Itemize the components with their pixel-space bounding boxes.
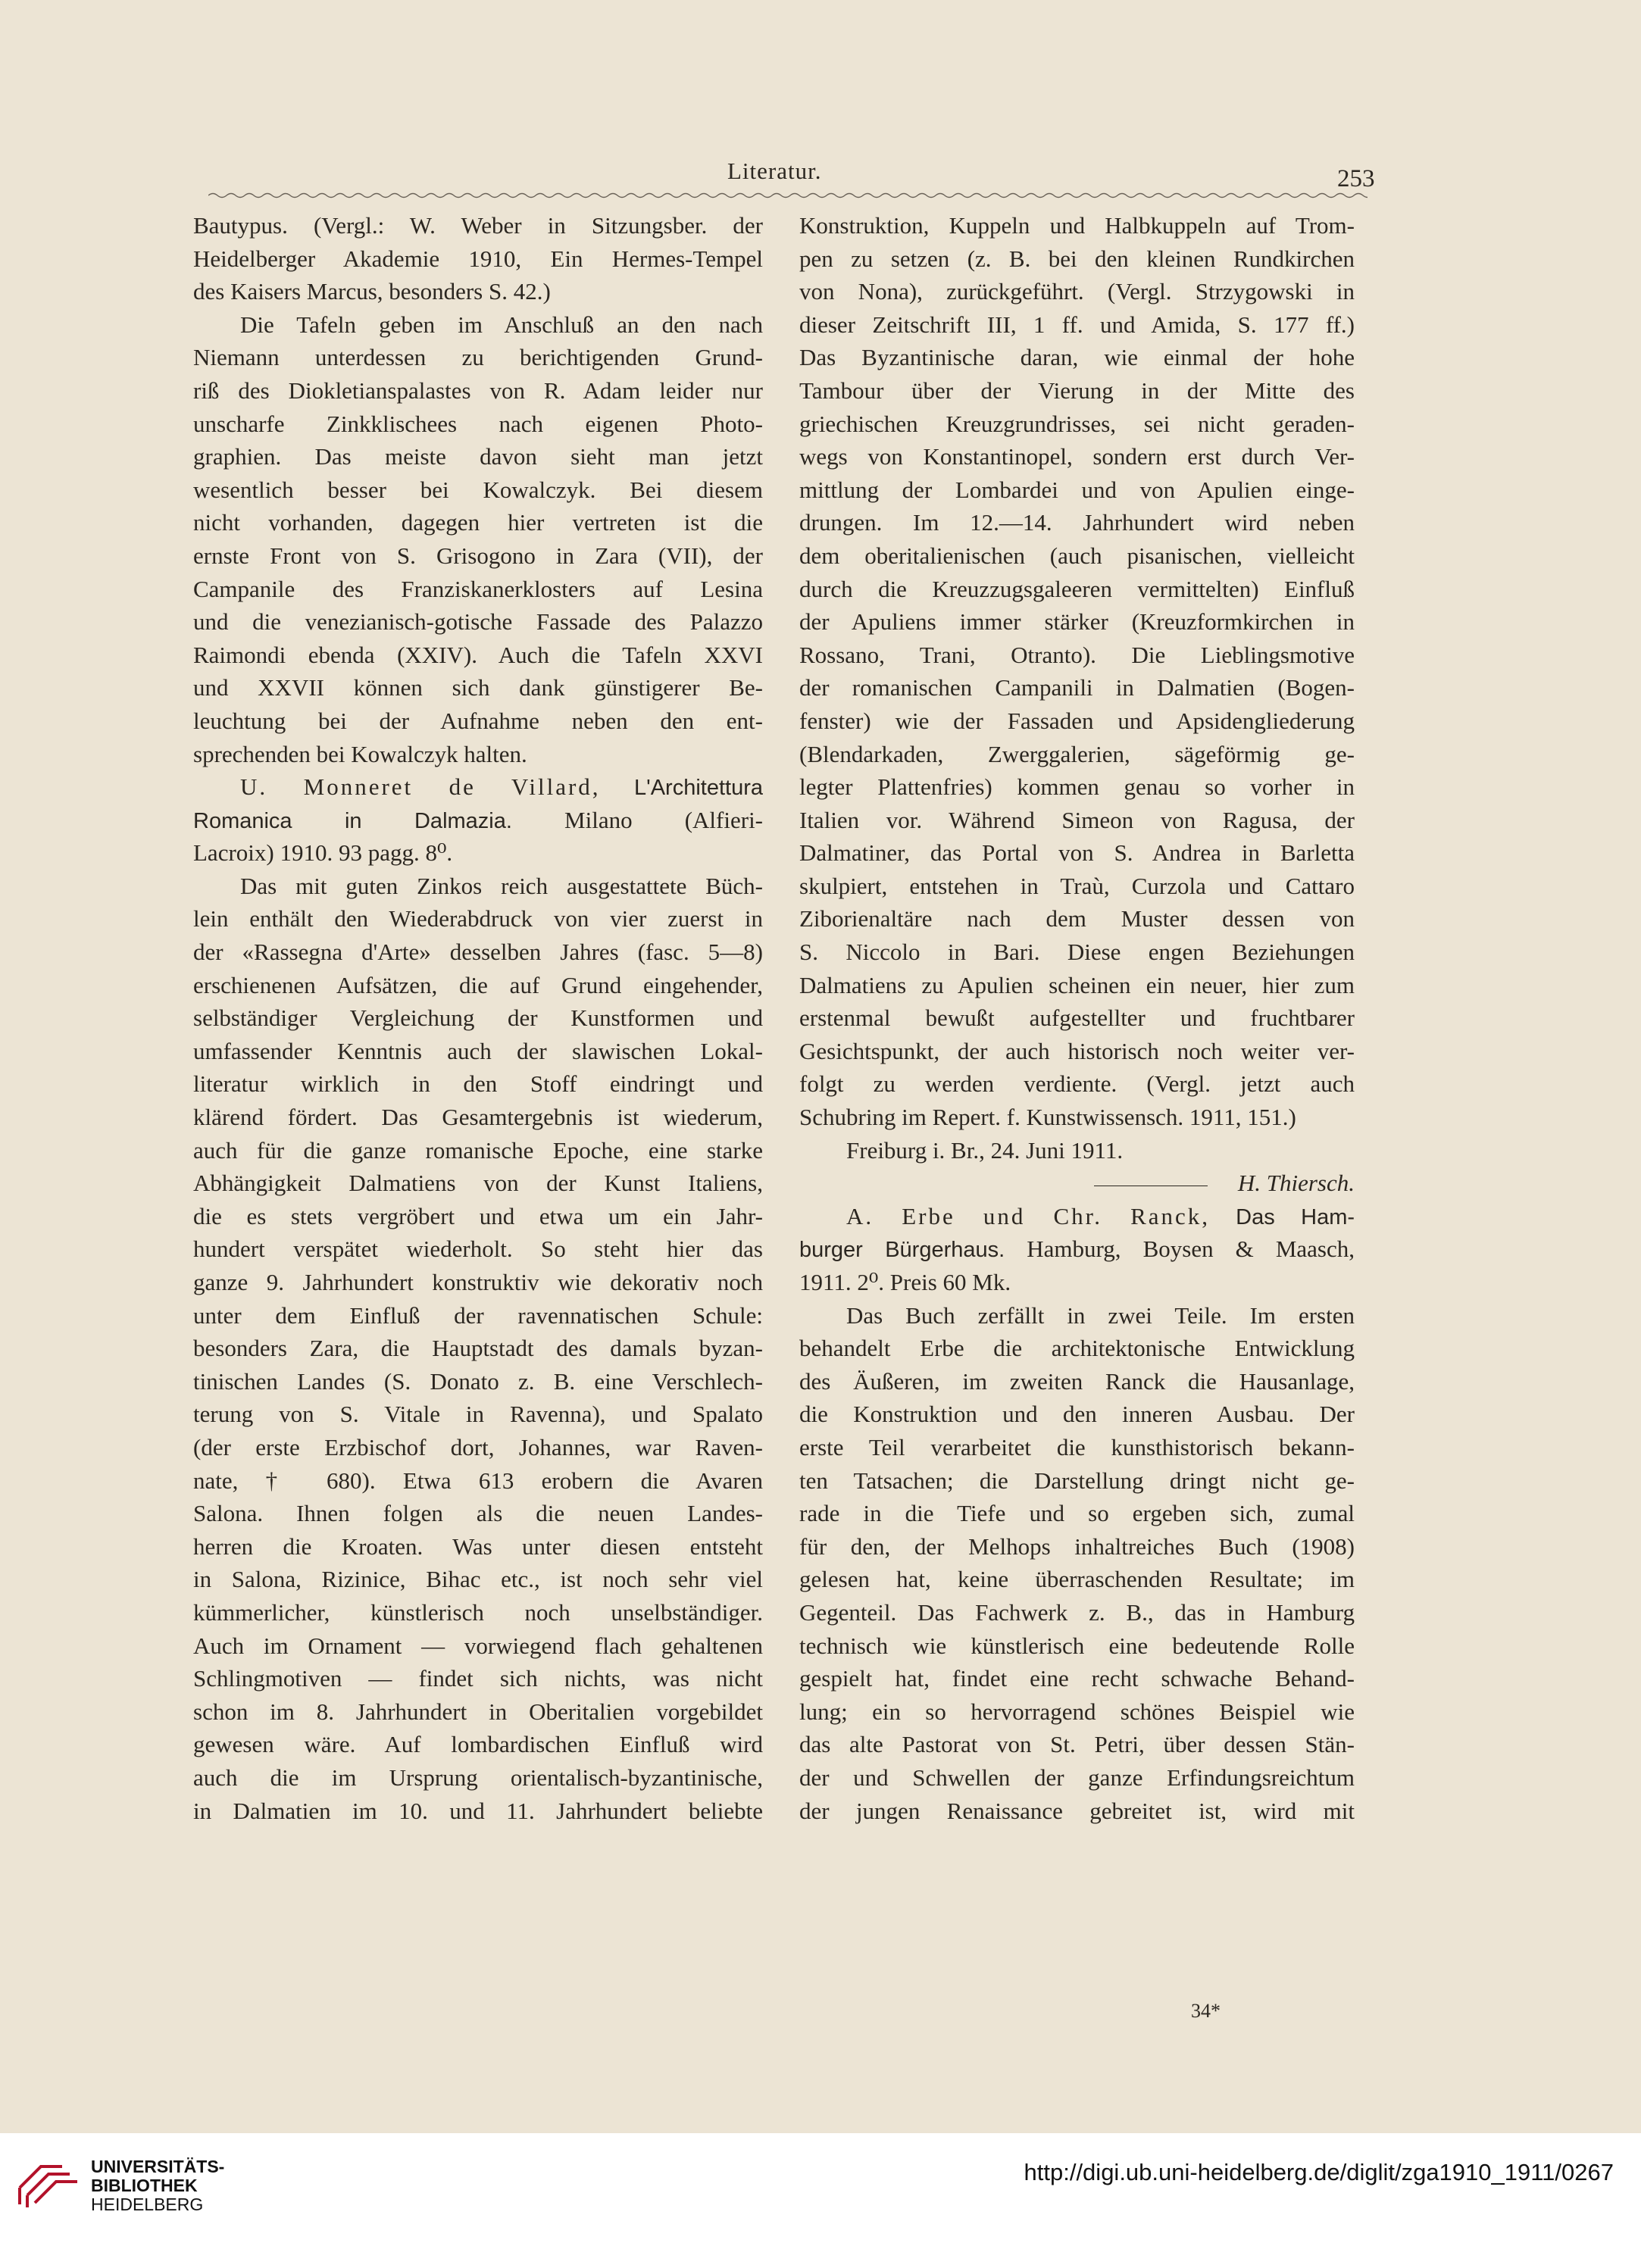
text-line: sprechenden bei Kowalczyk halten. xyxy=(193,740,527,767)
book-title-monneret-1: L'Architettura xyxy=(634,776,763,801)
text-line: ganze 9. Jahrhundert konstruktiv wie dekorativ noch xyxy=(193,1269,763,1295)
text-line: Gegenteil. Das Fachwerk z. B., das in Hamburg xyxy=(799,1598,1355,1626)
book-title-erbe-2: burger Bürgerhaus. xyxy=(799,1238,1005,1263)
text-line: Die Tafeln geben im Anschluß an den nach xyxy=(240,311,763,338)
text-line: erschienenen Aufsätzen, die auf Grund eingehender, xyxy=(193,971,763,998)
library-footer-bar xyxy=(0,2133,1641,2268)
text-line: Tambour über der Vierung in der Mitte des xyxy=(799,376,1355,404)
review-heading-erbe-cont xyxy=(799,1232,1355,1266)
library-name xyxy=(91,2157,224,2214)
author-monneret: U. Monneret de Villard, xyxy=(240,773,601,801)
text-line: des Kaisers Marcus, besonders S. 42.) xyxy=(193,278,551,305)
book-title-monneret-2: Romanica in Dalmazia. xyxy=(193,808,512,833)
text-line: riß des Diokletianspalastes von R. Adam leider nur xyxy=(193,376,763,404)
text-line: Raimondi ebenda (XXIV). Auch die Tafeln XXVI xyxy=(193,641,763,668)
text-line: der Apuliens immer stärker (Kreuzformkirchen in xyxy=(799,608,1355,636)
text-line: folgt zu werden verdiente. (Vergl. jetzt auch xyxy=(799,1070,1355,1098)
text-line: durch die Kreuzzugsgaleeren vermittelten) Einfluß xyxy=(799,575,1355,602)
text-line: lung; ein so hervorragend schönes Beispiel wie xyxy=(799,1698,1355,1725)
reviewer-name: H. Thiersch. xyxy=(1237,1170,1355,1197)
text-line: auch für die ganze romanische Epoche, eine starke xyxy=(193,1136,763,1164)
text-line: (Blendarkaden, Zwerggalerien, sägeförmig ge- xyxy=(799,740,1355,767)
text-line: Schlingmotiven — findet sich nichts, was nicht xyxy=(193,1665,763,1692)
text-line: pen zu setzen (z. B. bei den kleinen Rundkirchen xyxy=(799,245,1355,272)
book-title-erbe-1: Das Ham- xyxy=(1236,1204,1355,1229)
sheet-signature-mark: 34* xyxy=(1191,2000,1221,2022)
text-line: leuchtung bei der Aufnahme neben den ent- xyxy=(193,707,763,734)
text-line: Lacroix) 1910. 93 pagg. 8⁰. xyxy=(193,839,453,867)
text-line: nicht vorhanden, dagegen hier vertreten ist die xyxy=(193,509,763,536)
text-line: die es stets vergröbert und etwa um ein Jahr- xyxy=(193,1202,763,1229)
text-line: gespielt hat, findet eine recht schwache Behand- xyxy=(799,1665,1355,1692)
text-line: Rossano, Trani, Otranto). Die Lieblingsmotive xyxy=(799,641,1355,668)
text-line: gelesen hat, keine überraschenden Resultate; im xyxy=(799,1566,1355,1593)
reviewer-signature-line xyxy=(799,1167,1355,1200)
text-line: (der erste Erzbischof dort, Johannes, war Raven- xyxy=(193,1433,763,1460)
text-line: von Nona), zurückgeführt. (Vergl. Strzygowski in xyxy=(799,278,1355,305)
text-line: kümmerlicher, künstlerisch noch unselbständiger. xyxy=(193,1598,763,1626)
right-column xyxy=(799,209,1355,1827)
text-line: Heidelberger Akademie 1910, Ein Hermes-Tempel xyxy=(193,245,763,272)
text-line: der romanischen Campanili in Dalmatien (Bogen- xyxy=(799,674,1355,701)
text-line: umfassender Kenntnis auch der slawischen Lokal- xyxy=(193,1037,763,1064)
text-line: Dalmatiens zu Apulien scheinen ein neuer, hier zum xyxy=(799,971,1355,998)
text-line: für den, der Melhops inhaltreiches Buch (1908) xyxy=(799,1532,1355,1560)
text-line: Ziborienaltäre nach dem Muster dessen von xyxy=(799,905,1355,933)
review-heading-monneret xyxy=(193,770,763,804)
text-line: tinischen Landes (S. Donato z. B. eine Verschlech- xyxy=(193,1367,763,1395)
text-line: S. Niccolo in Bari. Diese engen Beziehungen xyxy=(799,939,1355,966)
text-line: Italien vor. Während Simeon von Ragusa, der xyxy=(799,806,1355,833)
text-line: Das Buch zerfällt in zwei Teile. Im ersten xyxy=(846,1301,1355,1329)
library-logo-icon xyxy=(14,2150,82,2210)
text-line: terung von S. Vitale in Ravenna), und Spalato xyxy=(193,1401,763,1428)
text-line: besonders Zara, die Hauptstadt des damals byzan- xyxy=(193,1335,763,1362)
review-heading-erbe xyxy=(799,1200,1355,1233)
text-line: in Dalmatien im 10. und 11. Jahrhundert beliebte xyxy=(193,1797,763,1824)
text-line: mittlung der Lombardei und von Apulien einge- xyxy=(799,476,1355,503)
text-line: und die venezianisch-gotische Fassade des Palazzo xyxy=(193,608,763,636)
left-column xyxy=(193,209,763,1827)
text-line: der «Rassegna d'Arte» desselben Jahres (fasc. 5—8) xyxy=(193,939,763,966)
text-line: gewesen wäre. Auf lombardischen Einfluß wird xyxy=(193,1731,763,1758)
text-line: und XXVII können sich dank günstigerer Be- xyxy=(193,674,763,701)
text-line: Campanile des Franziskanerklosters auf Lesina xyxy=(193,575,763,602)
dateline: Freiburg i. Br., 24. Juni 1911. xyxy=(846,1136,1124,1164)
text-line: skulpiert, entstehen in Traù, Curzola und Cattaro xyxy=(799,872,1355,899)
text-line: schon im 8. Jahrhundert in Oberitalien vorgebildet xyxy=(193,1698,763,1725)
author-erbe: A. Erbe und Chr. Ranck, xyxy=(846,1202,1211,1229)
text-line: unscharfe Zinkklischees nach eigenen Photo- xyxy=(193,410,763,437)
text-line: technisch wie künstlerisch eine bedeutende Rolle xyxy=(799,1632,1355,1659)
text-line: in Salona, Rizinice, Bihac etc., ist noch sehr viel xyxy=(193,1566,763,1593)
text-line: lein enthält den Wiederabdruck von vier zuerst in xyxy=(193,905,763,933)
text-line: erstenmal bewußt aufgestellter und fruchtbarer xyxy=(799,1004,1355,1032)
text-line: auch die im Ursprung orientalisch-byzantinische, xyxy=(193,1763,763,1791)
text-line: Schubring im Repert. f. Kunstwissensch. 1911, 151.) xyxy=(799,1104,1296,1131)
text-line: 1911. 2⁰. Preis 60 Mk. xyxy=(799,1269,1011,1295)
text-line: Das Byzantinische daran, wie einmal der hohe xyxy=(799,344,1355,371)
text-line: Niemann unterdessen zu berichtigenden Grund- xyxy=(193,344,763,371)
text-line: ten Tatsachen; die Darstellung dringt nicht ge- xyxy=(799,1467,1355,1494)
text-line: der jungen Renaissance gebreitet ist, wird mit xyxy=(799,1797,1355,1824)
text-line: fenster) wie der Fassaden und Apsidengliederung xyxy=(799,707,1355,734)
text-line: selbständiger Vergleichung der Kunstformen und xyxy=(193,1004,763,1032)
running-title: Literatur. xyxy=(727,158,822,184)
text-line: griechischen Kreuzgrundrisses, sei nicht geraden- xyxy=(799,410,1355,437)
text-line: der und Schwellen der ganze Erfindungsreichtum xyxy=(799,1763,1355,1791)
text-line: Das mit guten Zinkos reich ausgestattete Büch- xyxy=(240,872,763,899)
text-line: rade in die Tiefe und so ergeben sich, zumal xyxy=(799,1500,1355,1527)
publisher-erbe: Hamburg, Boysen & Maasch, xyxy=(1027,1236,1355,1263)
text-line: dieser Zeitschrift III, 1 ff. und Amida, S. 177 ff.) xyxy=(799,311,1355,338)
text-line: nate, † 680). Etwa 613 erobern die Avaren xyxy=(193,1467,763,1494)
text-line: des Äußeren, im zweiten Ranck die Hausanlage, xyxy=(799,1367,1355,1395)
text-line: legter Plattenfries) kommen genau so vorher in xyxy=(799,773,1355,801)
text-line: wesentlich besser bei Kowalczyk. Bei diesem xyxy=(193,476,763,503)
text-line: Salona. Ihnen folgen als die neuen Landes- xyxy=(193,1500,763,1527)
text-line: ernste Front von S. Grisogono in Zara (VII), der xyxy=(193,542,763,569)
text-line: klärend fördert. Das Gesamtergebnis ist wiederum, xyxy=(193,1104,763,1131)
text-line: Auch im Ornament — vorwiegend flach gehaltenen xyxy=(193,1632,763,1659)
text-line: literatur wirklich in den Stoff eindringt und xyxy=(193,1070,763,1098)
text-line: erste Teil verarbeitet die kunsthistorisch bekann- xyxy=(799,1433,1355,1460)
permalink-url[interactable]: http://digi.ub.uni-heidelberg.de/diglit/zga1910_1911/0267 xyxy=(1024,2159,1614,2185)
text-line: Konstruktion, Kuppeln und Halbkuppeln auf Trom- xyxy=(799,212,1355,239)
text-line: Gesichtspunkt, der auch historisch noch weiter ver- xyxy=(799,1037,1355,1064)
page-number: 253 xyxy=(1337,165,1375,192)
text-line: die Konstruktion und den inneren Ausbau. Der xyxy=(799,1401,1355,1428)
text-line: graphien. Das meiste davon sieht man jetzt xyxy=(193,443,763,470)
text-line: das alte Pastorat von St. Petri, über dessen Stän- xyxy=(799,1731,1355,1758)
library-name-line: UNIVERSITÄTS- xyxy=(91,2157,225,2176)
text-line: drungen. Im 12.—14. Jahrhundert wird neben xyxy=(799,509,1355,536)
text-line: behandelt Erbe die architektonische Entwicklung xyxy=(799,1335,1355,1362)
text-line: wegs von Konstantinopel, sondern erst durch Ver- xyxy=(799,443,1355,470)
library-name-line: HEIDELBERG xyxy=(91,2195,204,2214)
text-line: Bautypus. (Vergl.: W. Weber in Sitzungsber. der xyxy=(193,212,763,239)
header-wavy-rule xyxy=(208,189,1368,201)
text-line: herren die Kroaten. Was unter diesen entsteht xyxy=(193,1532,763,1560)
text-line: hundert verspätet wiederholt. So steht hier das xyxy=(193,1236,763,1263)
text-line: unter dem Einfluß der ravennatischen Schule: xyxy=(193,1301,763,1329)
review-heading-monneret-cont xyxy=(193,804,763,837)
text-line: Dalmatiner, das Portal von S. Andrea in Barletta xyxy=(799,839,1355,867)
library-name-line: BIBLIOTHEK xyxy=(91,2176,198,2195)
text-line: Abhängigkeit Dalmatiens von der Kunst Italiens, xyxy=(193,1170,763,1197)
text-line: dem oberitalienischen (auch pisanischen, vielleicht xyxy=(799,542,1355,569)
publisher-monneret: Milano (Alfieri- xyxy=(564,806,763,833)
